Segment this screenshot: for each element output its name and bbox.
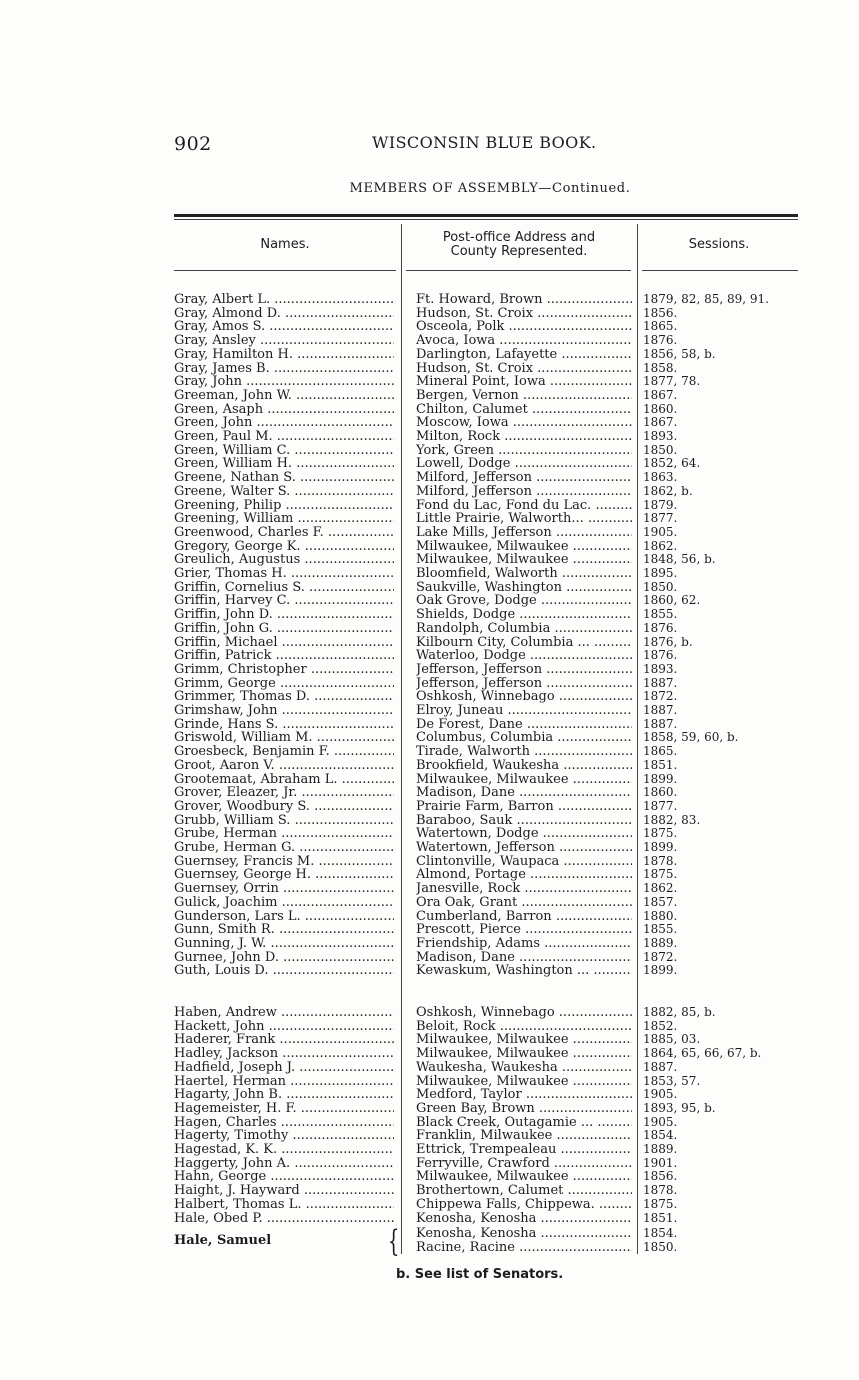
member-address: Moscow, Iowa ..... — [416, 416, 632, 430]
member-address: Franklin, Milwaukee ..... — [416, 1129, 632, 1143]
member-sessions: 1848, 56, b. — [643, 553, 716, 567]
member-sessions: 1893, 95, b. — [643, 1101, 716, 1115]
member-name: Hale, Obed P. ..... — [174, 1212, 394, 1226]
header-underline-sessions — [642, 270, 798, 271]
member-sessions: 1887. — [643, 676, 678, 690]
member-name: Greulich, Augustus ..... — [174, 553, 394, 567]
member-sessions: 1857. — [643, 895, 678, 909]
member-sessions: 1899. — [643, 841, 678, 854]
member-address: Milwaukee, Milwaukee ..... — [416, 1075, 632, 1089]
member-sessions: 1872. — [643, 690, 678, 704]
member-address: Milwaukee, Milwaukee ..... — [416, 540, 632, 554]
member-address: Ettrick, Trempealeau ..... — [416, 1143, 632, 1157]
member-name: Hagerty, Timothy ..... — [174, 1129, 394, 1143]
member-sessions: 1899. — [643, 772, 678, 786]
member-name: Hadley, Jackson ..... — [174, 1047, 394, 1061]
page-number: 902 — [174, 133, 212, 155]
member-sessions: 1876. — [643, 621, 678, 635]
member-sessions: 1872. — [643, 950, 678, 964]
member-sessions: 1882, 85, b. — [643, 1006, 716, 1019]
member-sessions: 1852. — [643, 1019, 678, 1033]
member-sessions: 1878. — [643, 854, 678, 868]
member-address: Clintonville, Waupaca ..... — [416, 855, 632, 869]
member-name: Grubb, William S. ..... — [174, 814, 394, 828]
member-sessions: 1863. — [643, 471, 678, 485]
member-name: Guernsey, Francis M. ..... — [174, 855, 394, 869]
member-sessions: 1854. — [643, 1129, 678, 1143]
member-name: Griffin, Patrick ..... — [174, 649, 394, 663]
member-name: Griffin, John G. ..... — [174, 622, 394, 636]
member-sessions: 1858, 59, 60, b. — [643, 731, 739, 745]
column-header-sessions: Sessions. — [688, 237, 750, 252]
column-header-address — [404, 231, 634, 259]
member-address: De Forest, Dane ..... — [416, 718, 632, 732]
member-name: Guernsey, Orrin ..... — [174, 882, 394, 896]
member-name: Haertel, Herman ..... — [174, 1075, 394, 1089]
column-divider-1 — [401, 224, 402, 1254]
member-name: Grimmer, Thomas D. ..... — [174, 690, 394, 704]
member-address: Lake Mills, Jefferson ..... — [416, 526, 632, 540]
member-name: Hagestad, K. K. ..... — [174, 1143, 394, 1157]
footnote: b. See list of Senators. — [396, 1267, 564, 1282]
member-name: Griffin, Harvey C. ..... — [174, 594, 394, 608]
member-address: Lowell, Dodge ..... — [416, 457, 632, 471]
member-address: Watertown, Dodge ..... — [416, 827, 632, 841]
brace-symbol: { — [387, 1224, 400, 1259]
member-address: Milwaukee, Milwaukee ..... — [416, 773, 632, 787]
member-address: Milwaukee, Milwaukee ..... — [416, 1047, 632, 1061]
member-sessions: 1878. — [643, 1184, 678, 1198]
member-sessions: 1853, 57. — [643, 1074, 701, 1088]
member-address: Little Prairie, Walworth... ..... — [416, 512, 632, 526]
member-address: Janesville, Rock ..... — [416, 882, 632, 896]
member-sessions: 1887. — [643, 717, 678, 731]
member-sessions: 1905. — [643, 1115, 678, 1129]
member-name: Halbert, Thomas L. ..... — [174, 1198, 394, 1212]
member-address: Ft. Howard, Brown ..... — [416, 293, 632, 307]
header-underline-address — [406, 270, 631, 271]
member-address: Bloomfield, Walworth ..... — [416, 567, 632, 581]
member-address: Milwaukee, Milwaukee ..... — [416, 1033, 632, 1047]
member-name: Green, John ..... — [174, 416, 394, 430]
hale-samuel-sessions-2: 1850. — [643, 1240, 678, 1254]
member-address: Hudson, St. Croix ..... — [416, 307, 632, 321]
member-sessions: 1855. — [643, 608, 678, 622]
member-name: Grootemaat, Abraham L. ..... — [174, 773, 394, 787]
member-sessions: 1860. — [643, 402, 678, 416]
member-address: Tirade, Walworth ..... — [416, 745, 632, 759]
member-name: Green, Asaph ..... — [174, 403, 394, 417]
member-address: Medford, Taylor ..... — [416, 1088, 632, 1102]
column-divider-2 — [637, 224, 638, 1254]
member-name: Greeman, John W. ..... — [174, 389, 394, 403]
member-name: Hadfield, Joseph J. ..... — [174, 1061, 394, 1075]
member-sessions: 1867. — [643, 416, 678, 430]
member-name: Griffin, John D. ..... — [174, 608, 394, 622]
member-address: Waukesha, Waukesha ..... — [416, 1061, 632, 1075]
member-sessions: 1865. — [643, 745, 678, 759]
member-address: Almond, Portage ..... — [416, 868, 632, 882]
member-address: Fond du Lac, Fond du Lac. ..... — [416, 499, 632, 513]
member-address: Oak Grove, Dodge ..... — [416, 594, 632, 608]
member-sessions: 1850. — [643, 443, 678, 457]
member-name: Hahn, George ..... — [174, 1170, 394, 1184]
member-address: Saukville, Washington ..... — [416, 581, 632, 595]
member-address: Ora Oak, Grant ..... — [416, 896, 632, 910]
member-address: Prairie Farm, Barron ..... — [416, 800, 632, 814]
member-address: Kewaskum, Washington ... ..... — [416, 964, 632, 978]
member-sessions: 1875. — [643, 868, 678, 882]
member-name: Groot, Aaron V. ..... — [174, 759, 394, 773]
member-name: Grube, Herman ..... — [174, 827, 394, 841]
member-address: Mineral Point, Iowa ..... — [416, 375, 632, 389]
member-address: Kenosha, Kenosha ..... — [416, 1212, 632, 1226]
member-sessions: 1856. — [643, 1170, 678, 1184]
column-header-names: Names. — [260, 237, 310, 252]
member-sessions: 1895. — [643, 567, 678, 580]
member-name: Greene, Nathan S. ..... — [174, 471, 394, 485]
member-address: Waterloo, Dodge ..... — [416, 649, 632, 663]
member-name: Grover, Woodbury S. ..... — [174, 800, 394, 814]
member-address: Osceola, Polk ..... — [416, 320, 632, 334]
member-address: Milford, Jefferson ..... — [416, 485, 632, 499]
member-address: Watertown, Jefferson ..... — [416, 841, 632, 855]
column-header-address-line1: Post-office Address and — [442, 230, 596, 245]
member-name: Grinde, Hans S. ..... — [174, 718, 394, 732]
member-name: Groesbeck, Benjamin F. ..... — [174, 745, 394, 759]
member-address: Oshkosh, Winnebago ..... — [416, 690, 632, 704]
member-address: Baraboo, Sauk ..... — [416, 814, 632, 828]
member-address: York, Green ..... — [416, 444, 632, 458]
member-address: Chippewa Falls, Chippewa. ..... — [416, 1198, 632, 1212]
member-name: Haderer, Frank ..... — [174, 1033, 394, 1047]
member-address: Shields, Dodge ..... — [416, 608, 632, 622]
book-title: WISCONSIN BLUE BOOK. — [372, 133, 597, 152]
member-address: Chilton, Calumet ..... — [416, 403, 632, 417]
member-address: Milford, Jefferson ..... — [416, 471, 632, 485]
member-sessions: 1862, b. — [643, 484, 693, 498]
member-sessions: 1864, 65, 66, 67, b. — [643, 1047, 762, 1061]
member-sessions: 1879. — [643, 498, 678, 512]
hale-samuel-address-2: Racine, Racine ..... — [416, 1241, 632, 1255]
member-sessions: 1856. — [643, 306, 678, 320]
member-address: Jefferson, Jefferson ..... — [416, 677, 632, 691]
member-name: Grover, Eleazer, Jr. ..... — [174, 786, 394, 800]
member-sessions: 1887. — [643, 704, 678, 717]
member-name: Griffin, Cornelius S. ..... — [174, 581, 394, 595]
member-name: Gunderson, Lars L. ..... — [174, 910, 394, 924]
member-address: Brothertown, Calumet ..... — [416, 1184, 632, 1198]
member-address: Darlington, Lafayette ..... — [416, 348, 632, 362]
member-sessions: 1899. — [643, 964, 678, 978]
top-rule-thick — [174, 214, 798, 217]
member-sessions: 1885, 03. — [643, 1033, 701, 1047]
member-address: Prescott, Pierce ..... — [416, 923, 632, 937]
member-name: Grimm, George ..... — [174, 677, 394, 691]
member-address: Madison, Dane ..... — [416, 951, 632, 965]
member-address: Avoca, Iowa ..... — [416, 334, 632, 348]
member-sessions: 1856, 58, b. — [643, 347, 716, 361]
member-name: Gray, Amos S. ..... — [174, 320, 394, 334]
member-sessions: 1887. — [643, 1060, 678, 1074]
member-sessions: 1862. — [643, 539, 678, 553]
member-sessions: 1893. — [643, 430, 678, 443]
member-sessions: 1851. — [643, 758, 678, 772]
member-address: Jefferson, Jefferson ..... — [416, 663, 632, 677]
member-sessions: 1901. — [643, 1156, 678, 1170]
member-name: Greene, Walter S. ..... — [174, 485, 394, 499]
member-address: Green Bay, Brown ..... — [416, 1102, 632, 1116]
member-name: Haben, Andrew ..... — [174, 1006, 394, 1020]
member-sessions: 1880. — [643, 909, 678, 923]
member-address: Milton, Rock ..... — [416, 430, 632, 444]
section-title: MEMBERS OF ASSEMBLY—Continued. — [349, 181, 631, 196]
member-sessions: 1882, 83. — [643, 813, 701, 827]
member-name: Gray, Hamilton H. ..... — [174, 348, 394, 362]
member-address: Kilbourn City, Columbia ... ..... — [416, 636, 632, 650]
member-name: Guernsey, George H. ..... — [174, 868, 394, 882]
member-sessions: 1877, 78. — [643, 375, 701, 389]
member-name: Gregory, George K. ..... — [174, 540, 394, 554]
member-sessions: 1855. — [643, 923, 678, 937]
member-sessions: 1851. — [643, 1211, 678, 1225]
member-sessions: 1852, 64. — [643, 457, 701, 471]
member-name: Grimm, Christopher ..... — [174, 663, 394, 677]
hale-samuel-sessions-1: 1854. — [643, 1227, 678, 1240]
member-sessions: 1877. — [643, 799, 678, 813]
member-sessions: 1889. — [643, 936, 678, 950]
member-name: Gunn, Smith R. ..... — [174, 923, 394, 937]
member-name: Gray, Albert L. ..... — [174, 293, 394, 307]
member-sessions: 1860, 62. — [643, 594, 701, 608]
member-name: Green, Paul M. ..... — [174, 430, 394, 444]
member-sessions: 1905. — [643, 525, 678, 539]
member-name: Greening, William ..... — [174, 512, 394, 526]
member-address: Bergen, Vernon ..... — [416, 389, 632, 403]
member-name: Gray, Ansley ..... — [174, 334, 394, 348]
member-address: Hudson, St. Croix ..... — [416, 362, 632, 376]
member-sessions: 1905. — [643, 1088, 678, 1102]
member-name: Gulick, Joachim ..... — [174, 896, 394, 910]
member-address: Milwaukee, Milwaukee ..... — [416, 553, 632, 567]
member-sessions: 1850. — [643, 580, 678, 594]
header-underline-names — [174, 270, 396, 271]
member-address: Milwaukee, Milwaukee ..... — [416, 1170, 632, 1184]
hale-samuel-name: Hale, Samuel — [174, 1233, 272, 1248]
member-name: Gurnee, John D. ..... — [174, 951, 394, 965]
member-name: Gray, John ..... — [174, 375, 394, 389]
member-name: Griswold, William M. ..... — [174, 731, 394, 745]
member-sessions: 1867. — [643, 388, 678, 402]
member-sessions: 1865. — [643, 320, 678, 334]
member-name: Green, William C. ..... — [174, 444, 394, 458]
member-name: Hagemeister, H. F. ..... — [174, 1102, 394, 1116]
member-address: Brookfield, Waukesha ..... — [416, 759, 632, 773]
member-name: Hagarty, John B. ..... — [174, 1088, 394, 1102]
member-sessions: 1893. — [643, 662, 678, 676]
member-address: Elroy, Juneau ..... — [416, 704, 632, 718]
member-name: Haight, J. Hayward ..... — [174, 1184, 394, 1198]
member-address: Friendship, Adams ..... — [416, 937, 632, 951]
member-sessions: 1876. — [643, 334, 678, 348]
member-sessions: 1876, b. — [643, 635, 693, 649]
member-address: Ferryville, Crawford ..... — [416, 1157, 632, 1171]
member-address: Randolph, Columbia ..... — [416, 622, 632, 636]
member-name: Greenwood, Charles F. ..... — [174, 526, 394, 540]
member-name: Hagen, Charles ..... — [174, 1116, 394, 1130]
member-name: Guth, Louis D. ..... — [174, 964, 394, 978]
member-name: Gray, James B. ..... — [174, 362, 394, 376]
hale-samuel-address-1: Kenosha, Kenosha ..... — [416, 1227, 632, 1241]
member-name: Grier, Thomas H. ..... — [174, 567, 394, 581]
member-name: Gray, Almond D. ..... — [174, 307, 394, 321]
member-name: Haggerty, John A. ..... — [174, 1157, 394, 1171]
member-sessions: 1879, 82, 85, 89, 91. — [643, 293, 769, 306]
member-address: Beloit, Rock ..... — [416, 1020, 632, 1034]
member-sessions: 1862. — [643, 882, 678, 896]
member-sessions: 1876. — [643, 649, 678, 663]
member-sessions: 1860. — [643, 786, 678, 800]
member-name: Grimshaw, John ..... — [174, 704, 394, 718]
top-rule-thin — [174, 219, 798, 220]
member-sessions: 1875. — [643, 1197, 678, 1211]
member-name: Green, William H. ..... — [174, 457, 394, 471]
member-name: Gunning, J. W. ..... — [174, 937, 394, 951]
member-name: Greening, Philip ..... — [174, 499, 394, 513]
member-address: Columbus, Columbia ..... — [416, 731, 632, 745]
member-address: Oshkosh, Winnebago ..... — [416, 1006, 632, 1020]
member-address: Cumberland, Barron ..... — [416, 910, 632, 924]
member-address: Madison, Dane ..... — [416, 786, 632, 800]
member-sessions: 1858. — [643, 361, 678, 375]
member-sessions: 1889. — [643, 1143, 678, 1156]
member-address: Black Creek, Outagamie ... ..... — [416, 1116, 632, 1130]
member-name: Grube, Herman G. ..... — [174, 841, 394, 855]
column-header-address-line2: County Represented. — [450, 244, 588, 259]
member-sessions: 1877. — [643, 512, 678, 526]
member-name: Hackett, John ..... — [174, 1020, 394, 1034]
member-sessions: 1875. — [643, 827, 678, 841]
member-name: Griffin, Michael ..... — [174, 636, 394, 650]
